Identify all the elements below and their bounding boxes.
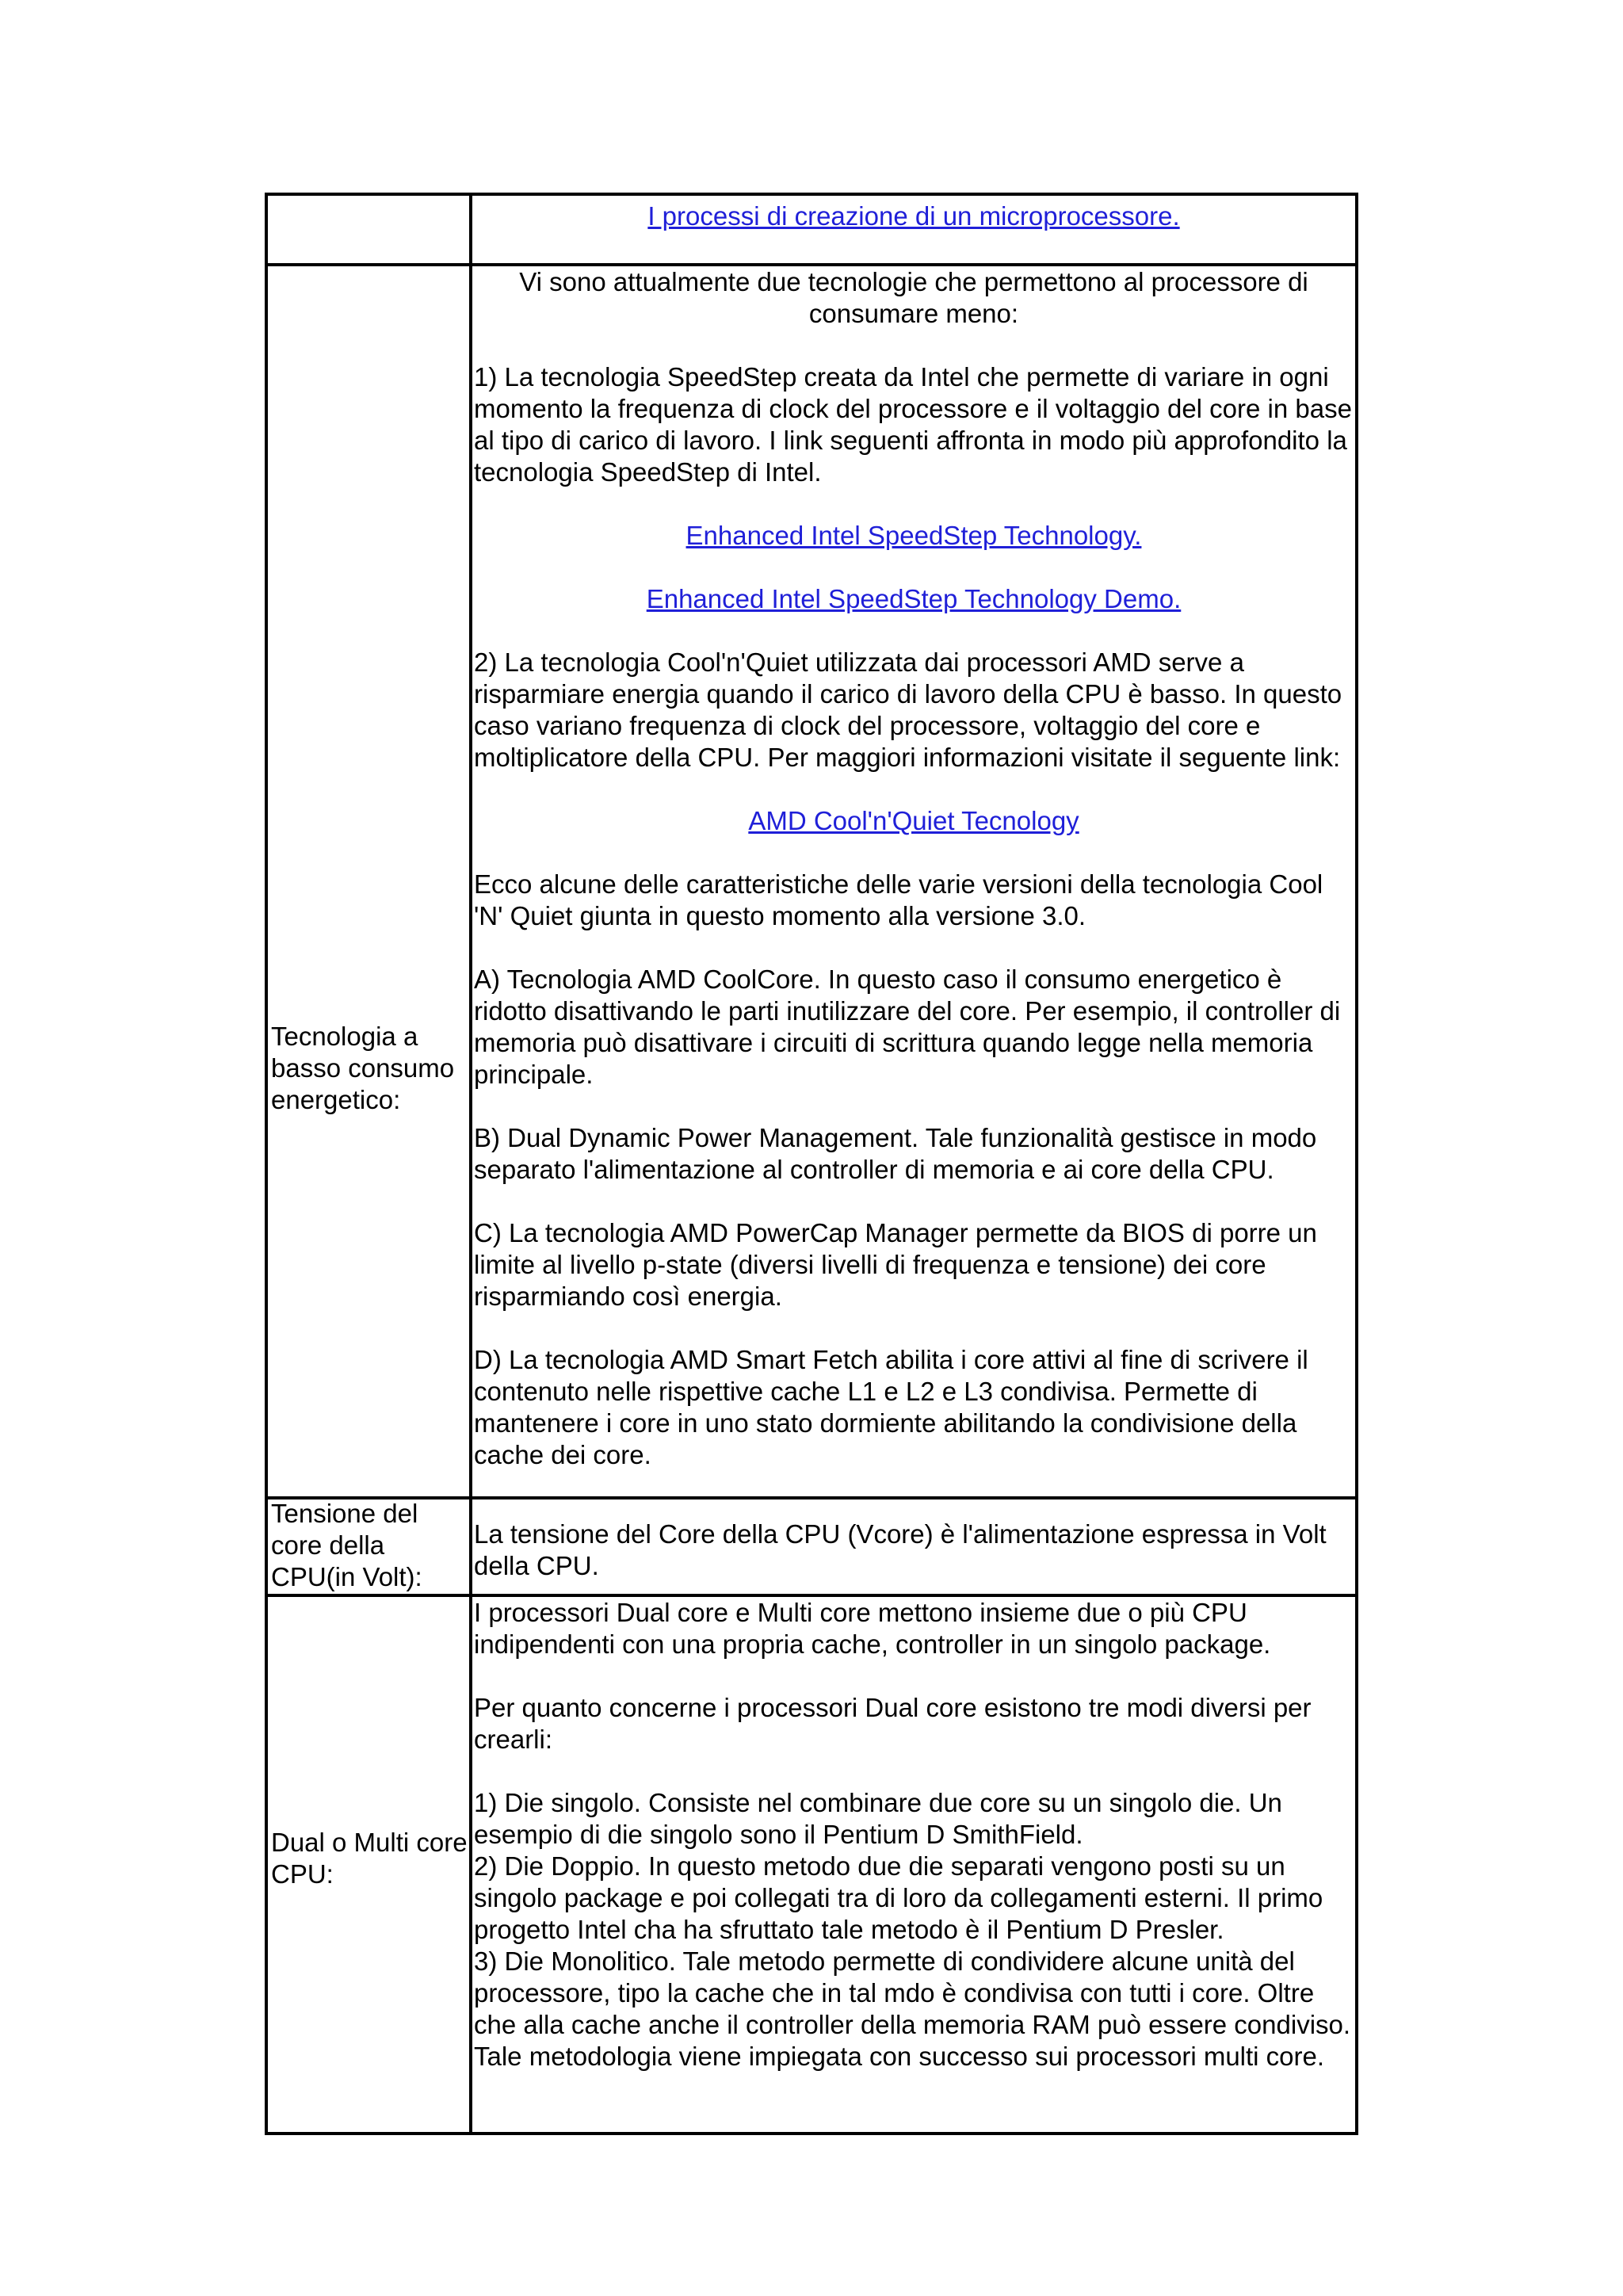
paragraph: 2) Die Doppio. In questo metodo due die separati vengono posti su un singolo package e poi collegati tra di loro da collegamenti esterni. Il primo progetto Intel cha ha sfruttato tale metodo è il Pentium D Presler.: [474, 1851, 1323, 1944]
table-row: [268, 196, 1355, 263]
paragraph: 3) Die Monolitico. Tale metodo permette di condividere alcune unità del processore, tipo la cache che in tal mdo è condivisa con tutti i core. Oltre che alla cache anche il controller della memoria RAM può essere condiviso. Tale metodologia viene impiegata con successo sui processori multi core.: [474, 1946, 1351, 2071]
coolnquiet-link[interactable]: AMD Cool'n'Quiet Tecnology: [748, 806, 1079, 835]
paragraph: 1) Die singolo. Consiste nel combinare due core su un singolo die. Un esempio di die singolo sono il Pentium D SmithField.: [474, 1788, 1282, 1849]
paragraph: Per quanto concerne i processori Dual core esistono tre modi diversi per crearli:: [474, 1693, 1312, 1754]
row-content: [474, 201, 1354, 232]
table-row: [268, 1597, 1355, 2132]
paragraph: 1) La tecnologia SpeedStep creata da Intel che permette di variare in ogni momento la frequenza di clock del processore e il voltaggio del core in base al tipo di carico di lavoro. I link seguenti affronta in modo più approfondito la tecnologia SpeedStep di Intel.: [474, 362, 1352, 487]
table-row: [268, 266, 1355, 1496]
speedstep-link[interactable]: Enhanced Intel SpeedStep Technology.: [685, 521, 1142, 550]
row-label: Tecnologia a basso consumo energetico:: [271, 1022, 455, 1114]
paragraph: B) Dual Dynamic Power Management. Tale funzionalità gestisce in modo separato l'alimentazione al controller di memoria e ai core della CPU.: [474, 1123, 1317, 1184]
paragraph: 2) La tecnologia Cool'n'Quiet utilizzata dai processori AMD serve a risparmiare energia quando il carico di lavoro della CPU è basso. In questo caso variano frequenza di clock del processore, voltaggio del core e moltiplicatore della CPU. Per maggiori informazioni visitate il seguente link:: [474, 648, 1342, 772]
row-content: [474, 1597, 1354, 2073]
row-label: Dual o Multi core CPU:: [271, 1828, 468, 1889]
paragraph: I processori Dual core e Multi core mettono insieme due o più CPU indipendenti con una propria cache, controller in un singolo package.: [474, 1598, 1271, 1659]
microprocessor-process-link[interactable]: I processi di creazione di un microprocessore.: [647, 201, 1180, 231]
paragraph: C) La tecnologia AMD PowerCap Manager permette da BIOS di porre un limite al livello p-state (diversi livelli di frequenza e tensione) dei core risparmiando così energia.: [474, 1218, 1317, 1311]
paragraph: Ecco alcune delle caratteristiche delle varie versioni della tecnologia Cool 'N' Quiet giunta in questo momento alla versione 3.0.: [474, 869, 1323, 930]
intro-paragraph: Vi sono attualmente due tecnologie che permettono al processore di consumare meno:: [519, 267, 1308, 328]
paragraph: La tensione del Core della CPU (Vcore) è l'alimentazione espressa in Volt della CPU.: [474, 1519, 1327, 1580]
spec-table: [265, 193, 1358, 2135]
row-content: [474, 1519, 1354, 1582]
paragraph: A) Tecnologia AMD CoolCore. In questo caso il consumo energetico è ridotto disattivando le parti inutilizzare del core. Per esempio, il controller di memoria può disattivare i circuiti di scrittura quando legge nella memoria principale.: [474, 965, 1341, 1089]
paragraph: D) La tecnologia AMD Smart Fetch abilita i core attivi al fine di scrivere il contenuto nelle rispettive cache L1 e L2 e L3 condivisa. Permette di mantenere i core in uno stato dormiente abilitando la condivisione della cache dei core.: [474, 1345, 1308, 1469]
row-label: Tensione del core della CPU(in Volt):: [271, 1499, 422, 1591]
row-content: [474, 266, 1354, 1471]
table-row: [268, 1499, 1355, 1594]
speedstep-demo-link[interactable]: Enhanced Intel SpeedStep Technology Demo.: [646, 584, 1182, 613]
